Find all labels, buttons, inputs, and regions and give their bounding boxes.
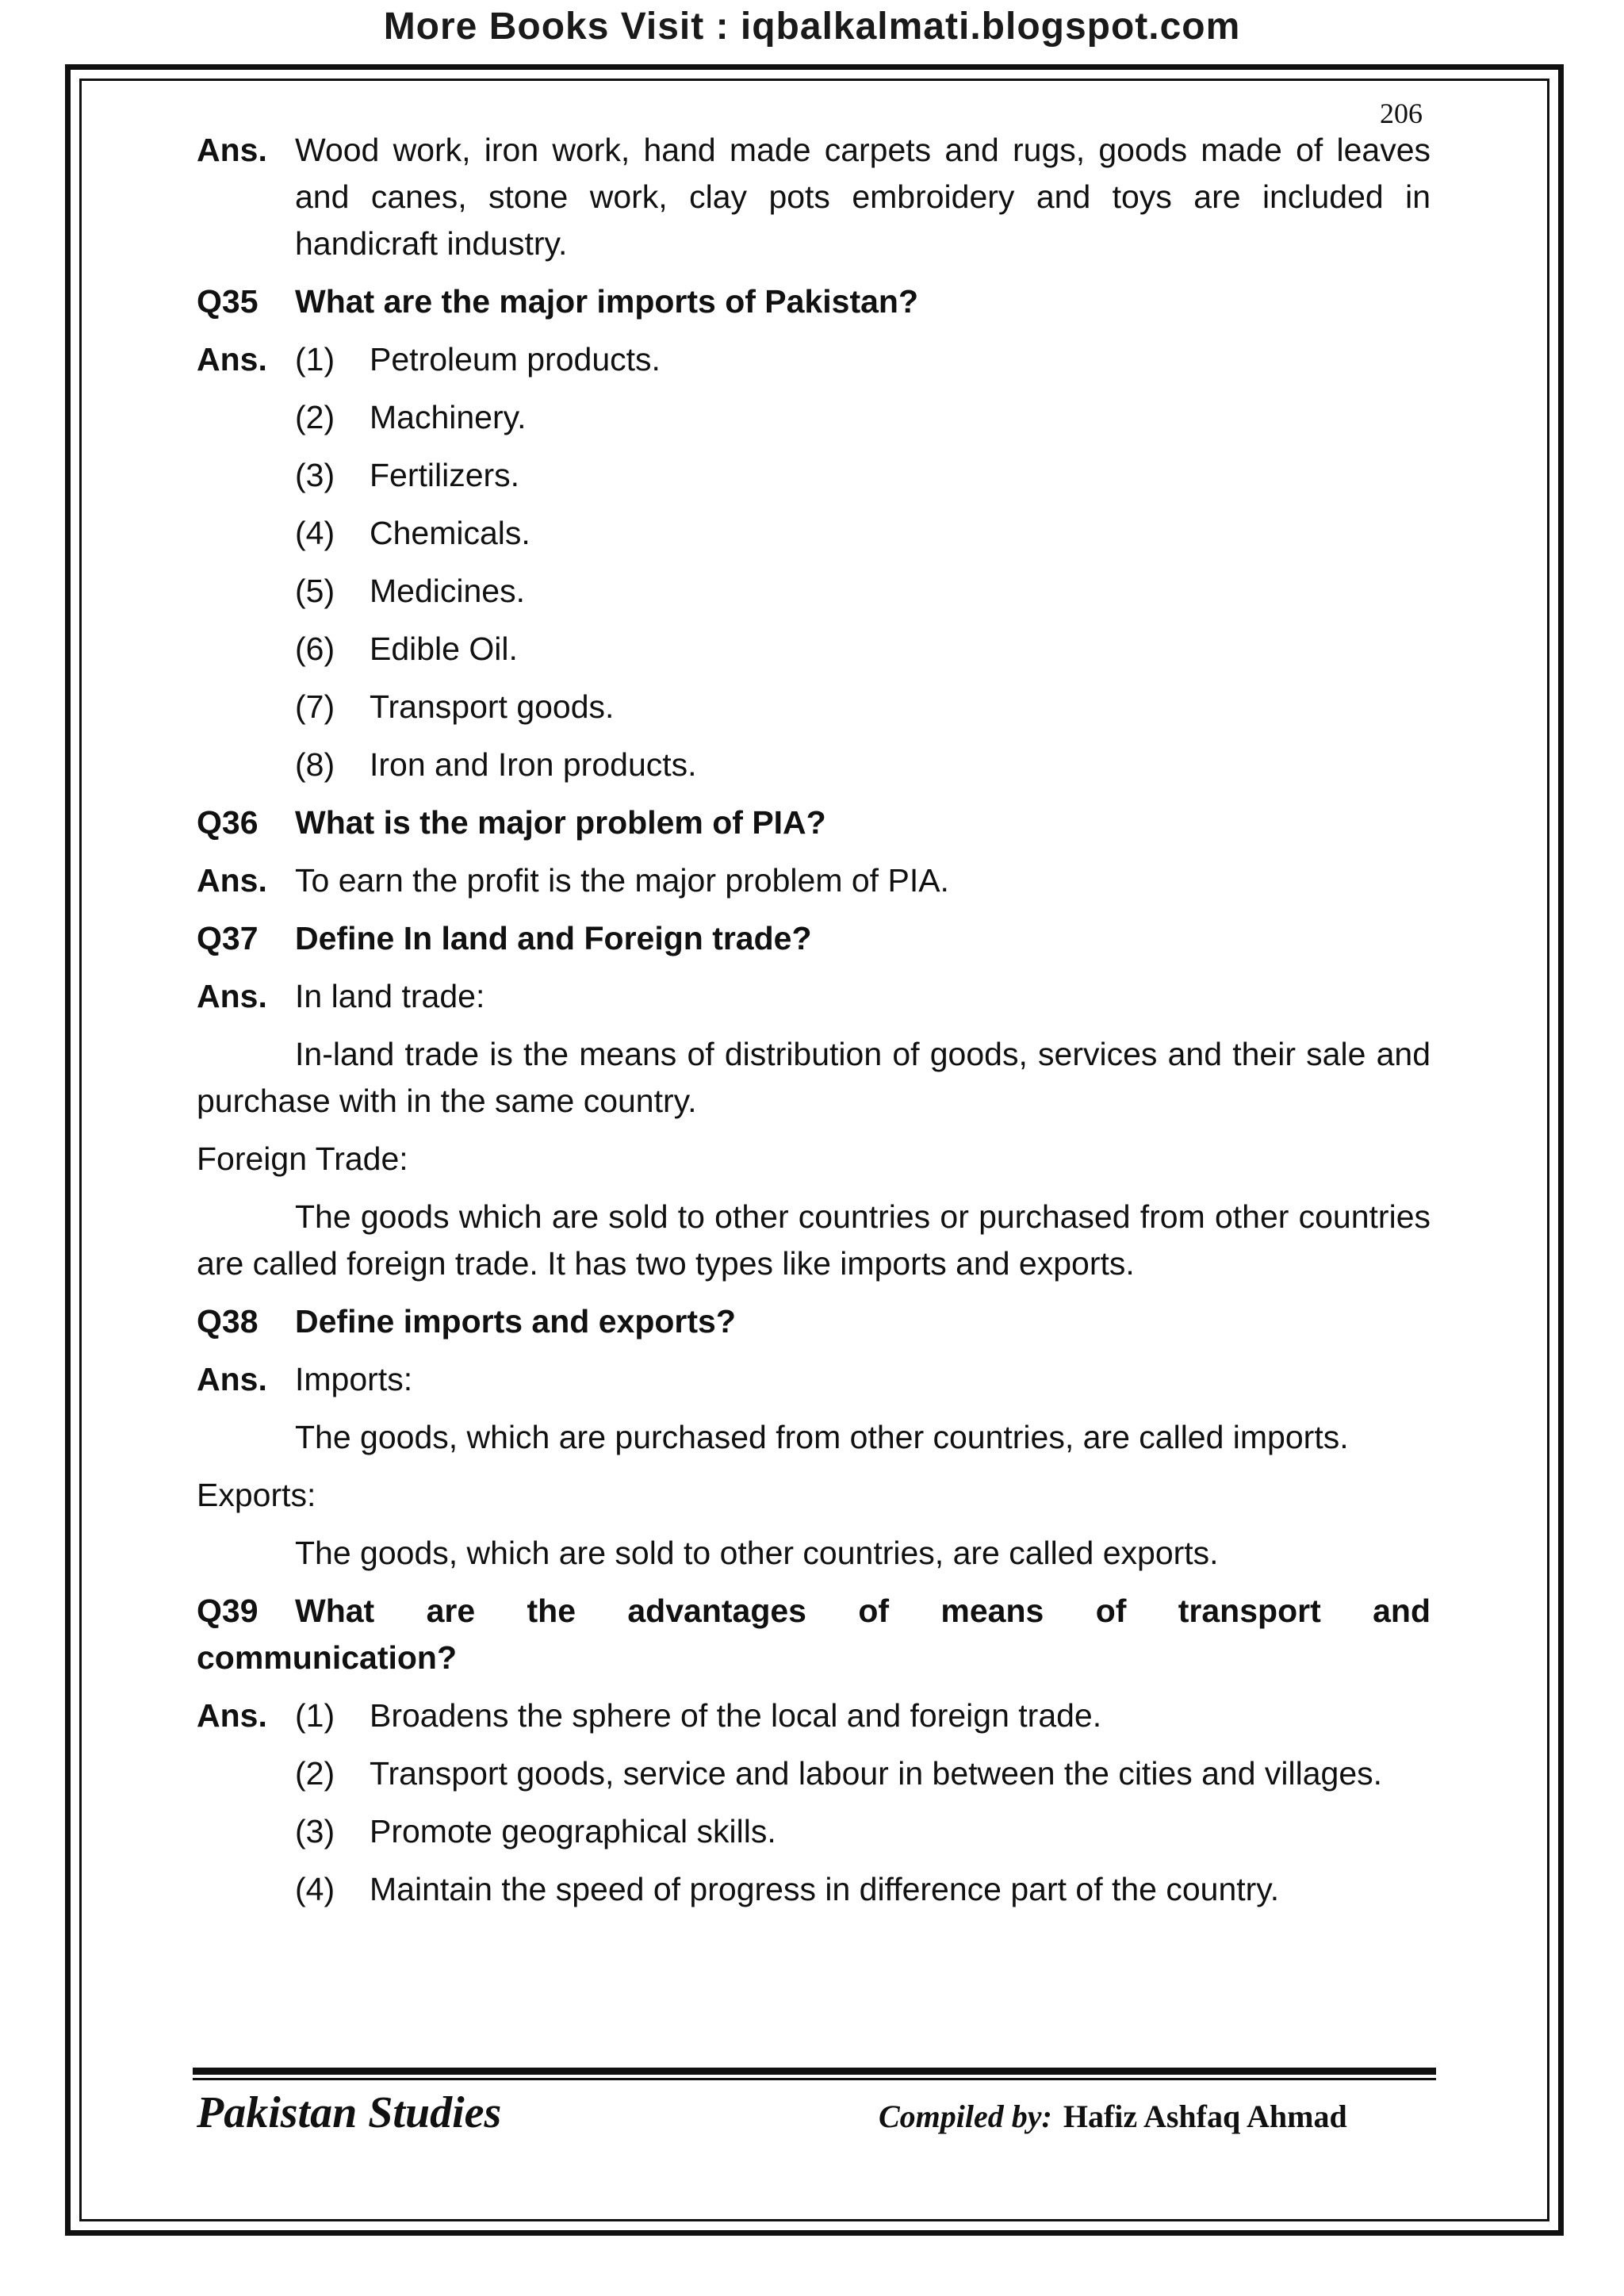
question-q38: [197, 1298, 1431, 1345]
list-number: (6): [295, 631, 335, 667]
answer-heading: Imports:: [295, 1361, 413, 1397]
list-item: [295, 1692, 1431, 1739]
question-text-continued: communication?: [197, 1639, 458, 1676]
list-number: (1): [295, 1697, 335, 1734]
answer-paragraph: In-land trade is the means of distribution of goods, services and their sale and purchase with in the same country.: [197, 1036, 1431, 1119]
question-text: Define In land and Foreign trade?: [295, 920, 812, 956]
list-number: (3): [295, 457, 335, 493]
site-banner: More Books Visit : iqbalkalmati.blogspot.com: [383, 6, 1241, 48]
question-text: What is the major problem of PIA?: [295, 804, 826, 841]
answer-q38: [197, 1356, 1431, 1403]
list-text: Edible Oil.: [370, 631, 518, 667]
list-text: Iron and Iron products.: [370, 746, 697, 783]
question-q39: [197, 1588, 1431, 1681]
list-text: Transport goods.: [370, 688, 615, 725]
list-text: Broadens the sphere of the local and foreign trade.: [370, 1697, 1102, 1734]
list-item: [295, 1750, 1431, 1797]
list-item: [295, 452, 1431, 499]
list-number: (3): [295, 1813, 335, 1849]
book-title: Pakistan Studies: [197, 2088, 502, 2137]
question-q36: [197, 799, 1431, 846]
compiler-name: Hafiz Ashfaq Ahmad: [1063, 2099, 1347, 2134]
answer-paragraph: The goods which are sold to other countries or purchased from other countries are called foreign trade. It has two types like imports and exports.: [197, 1198, 1431, 1282]
list-item: [295, 684, 1431, 730]
answer-tag: Ans.: [197, 862, 267, 899]
list-item: [295, 1808, 1431, 1855]
question-text: What are the advantages of means of transport and: [295, 1593, 1431, 1629]
answer-tag: Ans.: [197, 132, 267, 168]
list-item: [295, 742, 1431, 788]
answer-q37: [197, 973, 1431, 1020]
question-text: What are the major imports of Pakistan?: [295, 283, 918, 320]
answer-tag: Ans.: [197, 341, 267, 378]
list-item: [295, 626, 1431, 673]
list-text: Chemicals.: [370, 515, 530, 551]
answer-tag: Ans.: [197, 1361, 267, 1397]
answer-q39-item-1: [197, 1692, 1431, 1739]
question-q37: [197, 915, 1431, 962]
answer-block: [197, 127, 1431, 267]
list-text: Fertilizers.: [370, 457, 520, 493]
list-number: (2): [295, 1755, 335, 1792]
list-item: [295, 394, 1431, 441]
list-number: (2): [295, 399, 335, 435]
list-number: (8): [295, 746, 335, 783]
answer-q36: [197, 857, 1431, 904]
question-number: Q39: [197, 1593, 259, 1629]
answer-q35-item-1: [197, 336, 1431, 383]
list-number: (1): [295, 341, 335, 378]
list-text: Petroleum products.: [370, 341, 661, 378]
list-number: (5): [295, 573, 335, 609]
question-text: Define imports and exports?: [295, 1303, 736, 1340]
answer-text: Wood work, iron work, hand made carpets and rugs, goods made of leaves and canes, stone work, clay pots embroidery and toys are included in handicraft industry.: [295, 132, 1431, 262]
answer-tag: Ans.: [197, 1697, 267, 1734]
answer-paragraph: The goods, which are sold to other countries, are called exports.: [295, 1535, 1219, 1571]
list-text: Promote geographical skills.: [370, 1813, 776, 1849]
list-number: (4): [295, 515, 335, 551]
list-text: Machinery.: [370, 399, 527, 435]
answer-heading: Foreign Trade:: [197, 1140, 408, 1177]
answer-heading: In land trade:: [295, 978, 485, 1014]
list-text: Transport goods, service and labour in between the cities and villages.: [370, 1755, 1383, 1792]
page-number: 206: [1380, 98, 1423, 129]
question-number: Q37: [197, 920, 259, 956]
footer-rule-thin: [193, 2078, 1436, 2080]
list-item: [295, 568, 1431, 615]
answer-paragraph: The goods, which are purchased from other countries, are called imports.: [295, 1419, 1349, 1455]
list-item: [295, 510, 1431, 557]
compiler-credit: [879, 2098, 1347, 2135]
answer-heading: Exports:: [197, 1477, 316, 1513]
question-number: Q35: [197, 283, 259, 320]
question-q35: [197, 278, 1431, 325]
question-number: Q36: [197, 804, 259, 841]
list-number: (4): [295, 1871, 335, 1907]
list-text: Maintain the speed of progress in difference part of the country.: [370, 1871, 1280, 1907]
footer-rule-thick: [193, 2068, 1436, 2075]
list-item: [295, 336, 1431, 383]
list-number: (7): [295, 688, 335, 725]
compiled-by-label: Compiled by:: [879, 2099, 1052, 2134]
list-text: Medicines.: [370, 573, 525, 609]
page-content: [197, 127, 1431, 1924]
list-item: [295, 1866, 1431, 1913]
answer-text: To earn the profit is the major problem of PIA.: [295, 862, 949, 899]
question-number: Q38: [197, 1303, 259, 1340]
answer-tag: Ans.: [197, 978, 267, 1014]
